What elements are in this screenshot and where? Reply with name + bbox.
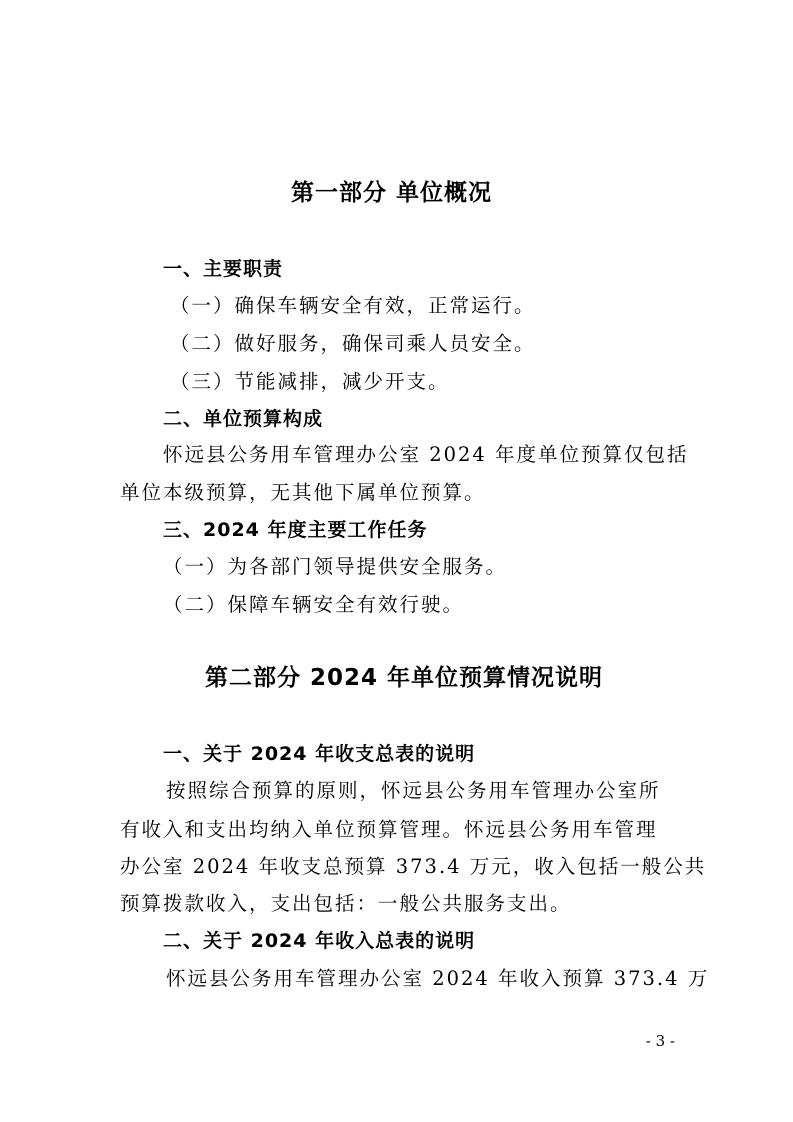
section-heading-main-duties: 一、主要职责 xyxy=(163,258,284,280)
task-item-1: （一）为各部门领导提供安全服务。 xyxy=(163,555,508,578)
revexp-line-4: 预算拨款收入，支出包括：一般公共服务支出。 xyxy=(120,892,572,915)
section-heading-revenue-expenditure-table: 一、关于 2024 年收支总表的说明 xyxy=(163,743,476,765)
section-heading-main-tasks: 三、2024 年度主要工作任务 xyxy=(163,519,428,541)
duty-item-3: （三）节能减排，减少开支。 xyxy=(170,370,450,393)
revexp-line-3: 办公室 2024 年收支总预算 373.4 万元，收入包括一般公共 xyxy=(120,855,707,878)
budget-composition-line-2: 单位本级预算，无其他下属单位预算。 xyxy=(120,481,486,504)
revenue-line-1: 怀远县公务用车管理办公室 2024 年收入预算 373.4 万 xyxy=(166,967,710,990)
budget-composition-line-1: 怀远县公务用车管理办公室 2024 年度单位预算仅包括 xyxy=(163,443,689,466)
page-number: - 3 - xyxy=(645,1032,675,1050)
part1-title: 第一部分 单位概况 xyxy=(291,180,493,206)
part2-title: 第二部分 2024 年单位预算情况说明 xyxy=(205,665,604,691)
duty-item-1: （一）确保车辆安全有效，正常运行。 xyxy=(170,294,536,317)
revexp-line-2: 有收入和支出均纳入单位预算管理。怀远县公务用车管理 xyxy=(120,818,658,841)
task-item-2: （二）保障车辆安全有效行驶。 xyxy=(163,593,465,616)
section-heading-budget-composition: 二、单位预算构成 xyxy=(163,408,324,430)
revexp-line-1: 按照综合预算的原则，怀远县公务用车管理办公室所 xyxy=(166,779,661,802)
duty-item-2: （二）做好服务，确保司乘人员安全。 xyxy=(170,332,536,355)
section-heading-revenue-table: 二、关于 2024 年收入总表的说明 xyxy=(163,930,476,952)
